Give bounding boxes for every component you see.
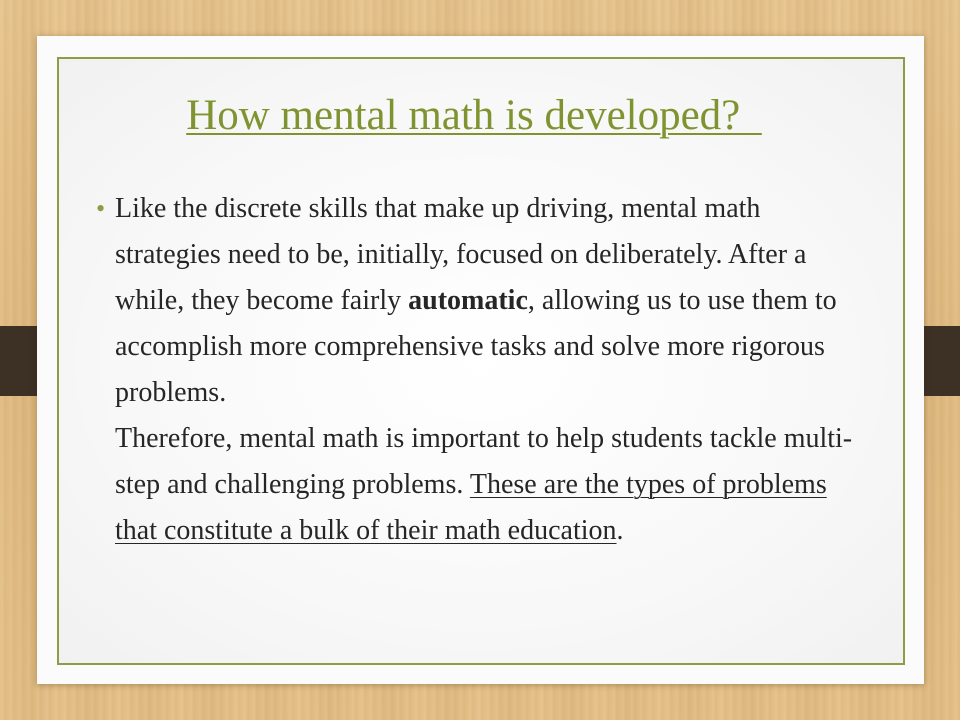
slide-title: How mental math is developed? [186,92,762,139]
paragraph-2 [115,416,865,554]
body-text [115,186,865,554]
paragraph-1-bold: automatic [408,285,528,316]
bullet-icon: • [96,194,106,223]
paragraph-1-part-2: , allowing us to use them to accomplish more comprehensive tasks and solve more rigorous problems. [115,285,837,408]
paragraph-2-part-1: Therefore, mental math is important to help students tackle multi-step and challenging problems. [115,423,853,500]
paragraph-1-part-1: Like the discrete skills that make up driving, mental math strategies need to be, initially, focused on deliberately. After a while, they become fairly [115,193,807,316]
paragraph-2-end: . [616,515,624,546]
paragraph-1 [115,186,865,416]
paragraph-2-underlined: These are the types of problems that constitute a bulk of their math education [115,469,827,546]
